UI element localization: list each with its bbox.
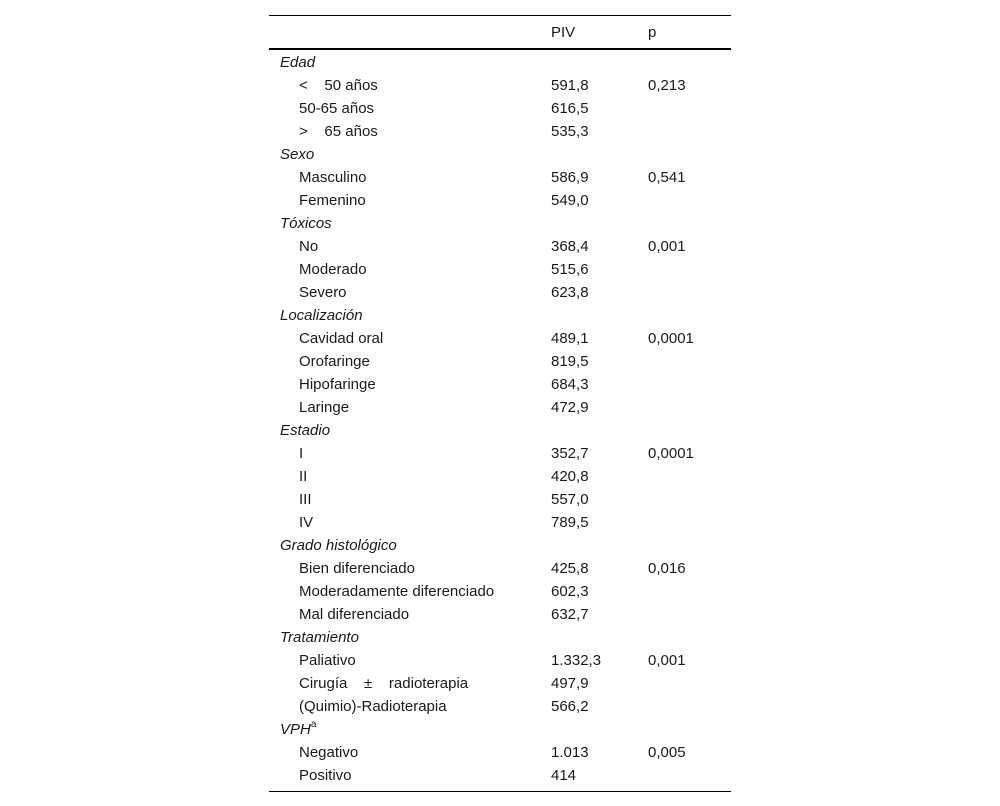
table-row bbox=[269, 672, 731, 695]
row-label bbox=[299, 281, 347, 304]
label-text: Laringe bbox=[299, 399, 350, 416]
piv-value: 557,0 bbox=[551, 491, 589, 508]
p-value: 0,001 bbox=[648, 652, 686, 669]
piv-value: 515,6 bbox=[551, 261, 589, 278]
piv-value: 1.332,3 bbox=[551, 652, 602, 669]
p-value: 0,005 bbox=[648, 744, 686, 761]
table-row bbox=[269, 189, 731, 212]
table-row bbox=[269, 120, 731, 143]
table-row bbox=[269, 327, 731, 350]
piv-value: 425,8 bbox=[551, 560, 589, 577]
row-label bbox=[299, 396, 349, 419]
data-table bbox=[269, 15, 731, 792]
table-row bbox=[269, 603, 731, 626]
label-text: Moderadamente diferenciado bbox=[299, 583, 495, 600]
row-label bbox=[299, 442, 303, 465]
p-value: 0,541 bbox=[648, 169, 686, 186]
piv-value: 535,3 bbox=[551, 123, 589, 140]
row-label bbox=[299, 74, 378, 97]
piv-value: 616,5 bbox=[551, 100, 589, 117]
row-label bbox=[299, 327, 383, 350]
group-header-row bbox=[269, 304, 731, 327]
piv-value: 549,0 bbox=[551, 192, 589, 209]
table-body bbox=[269, 50, 731, 787]
label-text: < 50 años bbox=[299, 77, 378, 94]
label-text: Grado histológico bbox=[280, 537, 397, 554]
label-text: Masculino bbox=[299, 169, 367, 186]
table-row bbox=[269, 442, 731, 465]
group-label bbox=[280, 143, 314, 166]
group-label bbox=[280, 212, 332, 235]
label-text: Bien diferenciado bbox=[299, 560, 415, 577]
row-label bbox=[299, 695, 447, 718]
table-row bbox=[269, 258, 731, 281]
piv-value: 602,3 bbox=[551, 583, 589, 600]
label-text: (Quimio)-Radioterapia bbox=[299, 698, 447, 715]
piv-value: 414 bbox=[551, 767, 577, 784]
piv-value: 497,9 bbox=[551, 675, 589, 692]
label-text: Cirugía ± radioterapia bbox=[299, 675, 469, 692]
row-label bbox=[299, 120, 378, 143]
row-label bbox=[299, 649, 356, 672]
group-header-row bbox=[269, 626, 731, 649]
table-row bbox=[269, 649, 731, 672]
header-piv: PIV bbox=[551, 24, 576, 41]
footnote-marker: a bbox=[310, 719, 317, 730]
label-text: Edad bbox=[280, 54, 316, 71]
row-label bbox=[299, 511, 313, 534]
label-text: IV bbox=[299, 514, 314, 531]
piv-value: 586,9 bbox=[551, 169, 589, 186]
table-row bbox=[269, 396, 731, 419]
table-row bbox=[269, 695, 731, 718]
label-text: Orofaringe bbox=[299, 353, 370, 370]
row-label bbox=[299, 465, 307, 488]
piv-value: 632,7 bbox=[551, 606, 589, 623]
piv-value: 1.013 bbox=[551, 744, 589, 761]
p-value: 0,001 bbox=[648, 238, 686, 255]
label-text: Cavidad oral bbox=[299, 330, 384, 347]
label-text: Tóxicos bbox=[280, 215, 332, 232]
piv-value: 684,3 bbox=[551, 376, 589, 393]
label-text: 50-65 años bbox=[299, 100, 375, 117]
row-label bbox=[299, 97, 374, 120]
row-label bbox=[299, 373, 376, 396]
label-text: No bbox=[299, 238, 319, 255]
group-header-row bbox=[269, 419, 731, 442]
table-row bbox=[269, 235, 731, 258]
piv-value: 352,7 bbox=[551, 445, 589, 462]
label-text: II bbox=[299, 468, 308, 485]
piv-value: 566,2 bbox=[551, 698, 589, 715]
table-row bbox=[269, 373, 731, 396]
table-bottom-rule bbox=[269, 791, 731, 792]
table-row bbox=[269, 557, 731, 580]
piv-value: 472,9 bbox=[551, 399, 589, 416]
group-label bbox=[280, 718, 316, 741]
label-text: Positivo bbox=[299, 767, 352, 784]
group-header-row bbox=[269, 718, 731, 741]
table-header bbox=[269, 16, 731, 50]
label-text: Severo bbox=[299, 284, 347, 301]
label-text: Paliativo bbox=[299, 652, 356, 669]
row-label bbox=[299, 258, 367, 281]
label-text: Localización bbox=[280, 307, 363, 324]
table-row bbox=[269, 465, 731, 488]
row-label bbox=[299, 741, 358, 764]
row-label bbox=[299, 350, 370, 373]
label-text: Estadio bbox=[280, 422, 331, 439]
table-row bbox=[269, 764, 731, 787]
row-label bbox=[299, 672, 468, 695]
piv-value: 368,4 bbox=[551, 238, 589, 255]
label-text: Negativo bbox=[299, 744, 359, 761]
table-row bbox=[269, 350, 731, 373]
piv-value: 789,5 bbox=[551, 514, 589, 531]
table-row bbox=[269, 488, 731, 511]
row-label bbox=[299, 764, 352, 787]
group-label bbox=[280, 534, 397, 557]
label-text: Mal diferenciado bbox=[299, 606, 410, 623]
group-label bbox=[280, 626, 359, 649]
group-label bbox=[280, 51, 315, 74]
table-row bbox=[269, 741, 731, 764]
label-text: I bbox=[299, 445, 304, 462]
label-text: Sexo bbox=[280, 146, 315, 163]
group-header-row bbox=[269, 212, 731, 235]
group-label bbox=[280, 419, 330, 442]
group-label bbox=[280, 304, 363, 327]
group-header-row bbox=[269, 534, 731, 557]
piv-value: 623,8 bbox=[551, 284, 589, 301]
group-header-row bbox=[269, 51, 731, 74]
row-label bbox=[299, 603, 409, 626]
row-label bbox=[299, 557, 415, 580]
header-p: p bbox=[648, 24, 657, 41]
p-value: 0,0001 bbox=[648, 330, 694, 347]
row-label bbox=[299, 166, 367, 189]
row-label bbox=[299, 189, 366, 212]
row-label bbox=[299, 235, 318, 258]
piv-value: 489,1 bbox=[551, 330, 589, 347]
p-value: 0,213 bbox=[648, 77, 686, 94]
label-text: VPH bbox=[280, 721, 311, 738]
row-label bbox=[299, 580, 494, 603]
table-row bbox=[269, 97, 731, 120]
label-text: Tratamiento bbox=[280, 629, 359, 646]
label-text: > 65 años bbox=[299, 123, 378, 140]
label-text: Moderado bbox=[299, 261, 367, 278]
table-row bbox=[269, 74, 731, 97]
table-row bbox=[269, 580, 731, 603]
table-row bbox=[269, 511, 731, 534]
table-row bbox=[269, 166, 731, 189]
group-header-row bbox=[269, 143, 731, 166]
label-text: Hipofaringe bbox=[299, 376, 376, 393]
label-text: III bbox=[299, 491, 312, 508]
table-row bbox=[269, 281, 731, 304]
piv-value: 819,5 bbox=[551, 353, 589, 370]
row-label bbox=[299, 488, 312, 511]
label-text: Femenino bbox=[299, 192, 366, 209]
p-value: 0,0001 bbox=[648, 445, 694, 462]
piv-value: 420,8 bbox=[551, 468, 589, 485]
p-value: 0,016 bbox=[648, 560, 686, 577]
piv-value: 591,8 bbox=[551, 77, 589, 94]
